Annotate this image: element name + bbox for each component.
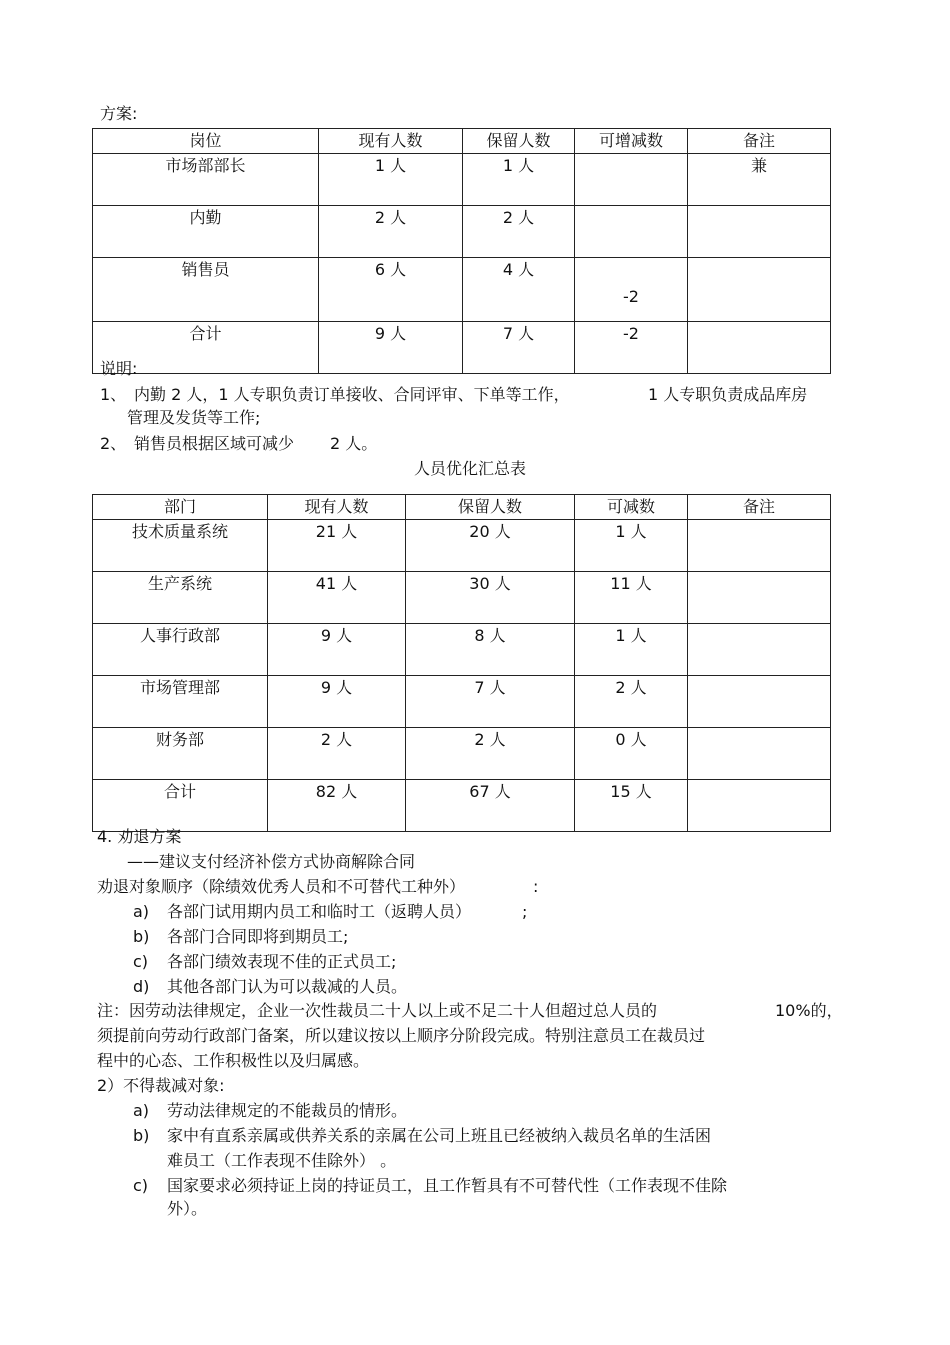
- table-row: [93, 322, 831, 374]
- table-cell: 9 人: [268, 676, 406, 728]
- plan-label: 方案:: [100, 104, 138, 123]
- summary-table: [92, 494, 831, 832]
- table-cell: [688, 780, 831, 832]
- header-cell: 可减数: [575, 495, 688, 520]
- table-row: [93, 572, 831, 624]
- table-cell: 15 人: [575, 780, 688, 832]
- table-cell: 1 人: [575, 624, 688, 676]
- table-cell: 21 人: [268, 520, 406, 572]
- order-label: 劝退对象顺序（除绩效优秀人员和不可替代工种外）: [97, 877, 466, 896]
- order-item-mark: d): [133, 977, 150, 996]
- table-cell: 财务部: [93, 728, 268, 780]
- no-cut-item-mark: a): [133, 1101, 150, 1120]
- explain-item1-line1: 内勤 2 人，1 人专职负责订单接收、合同评审、下单等工作，: [134, 385, 570, 404]
- note-line2: 须提前向劳动行政部门备案，所以建议按以上顺序分阶段完成。特别注意员工在裁员过: [97, 1026, 706, 1045]
- note-line3: 程中的心态、工作积极性以及归属感。: [97, 1051, 370, 1070]
- table-cell: -2: [575, 322, 688, 374]
- table-cell: 2 人: [319, 206, 463, 258]
- order-item-text: 其他各部门认为可以裁减的人员。: [167, 977, 408, 996]
- table-cell: 7 人: [463, 322, 575, 374]
- table-cell: 2 人: [463, 206, 575, 258]
- table-cell: -2: [575, 258, 688, 322]
- explain-item2-text-b: 2 人。: [330, 434, 378, 453]
- order-colon: :: [533, 877, 539, 896]
- table-cell: 41 人: [268, 572, 406, 624]
- explain-label: 说明:: [100, 359, 138, 378]
- no-cut-item-line2: 外）。: [167, 1199, 208, 1218]
- no-cut-item-line1: 劳动法律规定的不能裁员的情形。: [167, 1101, 408, 1120]
- header-cell: 可增减数: [575, 129, 688, 154]
- table-cell: 9 人: [319, 322, 463, 374]
- header-cell: 部门: [93, 495, 268, 520]
- table-cell: 兼: [688, 154, 831, 206]
- table-cell: 生产系统: [93, 572, 268, 624]
- table-row: [93, 154, 831, 206]
- order-item-mark: a): [133, 902, 150, 921]
- table-row: [93, 520, 831, 572]
- table-cell: 市场部部长: [93, 154, 319, 206]
- table-cell: [688, 572, 831, 624]
- table-cell: 2 人: [406, 728, 575, 780]
- table-cell: [575, 206, 688, 258]
- header-cell: 备注: [688, 495, 831, 520]
- table-cell: [688, 258, 831, 322]
- table-cell: 销售员: [93, 258, 319, 322]
- table-cell: 11 人: [575, 572, 688, 624]
- table-header-row: [93, 495, 831, 520]
- table-cell: 1 人: [575, 520, 688, 572]
- note-line1b: 10%的，: [775, 1001, 843, 1020]
- header-cell: 保留人数: [406, 495, 575, 520]
- table-cell: 20 人: [406, 520, 575, 572]
- table-cell: 0 人: [575, 728, 688, 780]
- header-cell: 现有人数: [319, 129, 463, 154]
- table-row: [93, 728, 831, 780]
- table-cell: 内勤: [93, 206, 319, 258]
- no-cut-item-mark: c): [133, 1176, 149, 1195]
- explain-item2-text: 销售员根据区域可减少: [134, 434, 295, 453]
- order-item-tail: ;: [522, 902, 528, 921]
- table-cell: [688, 624, 831, 676]
- table-header-row: [93, 129, 831, 154]
- explain-item1-line2: 管理及发货等工作;: [127, 408, 261, 427]
- note-line1: 注：因劳动法律规定，企业一次性裁员二十人以上或不足二十人但超过总人员的: [97, 1001, 658, 1020]
- table-cell: [688, 676, 831, 728]
- explain-item1-num: 1、: [100, 385, 127, 404]
- table-cell: 合计: [93, 322, 319, 374]
- table-cell: 30 人: [406, 572, 575, 624]
- table-row: [93, 258, 831, 322]
- table-cell: 合计: [93, 780, 268, 832]
- table-cell: 6 人: [319, 258, 463, 322]
- section4-heading: 4. 劝退方案: [97, 827, 182, 846]
- order-item-mark: c): [133, 952, 149, 971]
- table-cell: 67 人: [406, 780, 575, 832]
- order-item-mark: b): [133, 927, 150, 946]
- table-cell: [688, 520, 831, 572]
- order-item-text: 各部门合同即将到期员工;: [167, 927, 349, 946]
- table-cell: [688, 728, 831, 780]
- summary-table-title: 人员优化汇总表: [414, 459, 527, 478]
- table-cell: 技术质量系统: [93, 520, 268, 572]
- table-row: [93, 780, 831, 832]
- table-cell: 7 人: [406, 676, 575, 728]
- table-cell: 4 人: [463, 258, 575, 322]
- header-cell: 备注: [688, 129, 831, 154]
- order-item-text: 各部门试用期内员工和临时工（返聘人员）: [167, 902, 472, 921]
- table-cell: 1 人: [463, 154, 575, 206]
- no-cut-item-line1: 国家要求必须持证上岗的持证员工，且工作暂具有不可替代性（工作表现不佳除: [167, 1176, 728, 1195]
- table-row: [93, 206, 831, 258]
- table-cell: 2 人: [268, 728, 406, 780]
- explain-item1-line1b: 1 人专职负责成品库房: [648, 385, 808, 404]
- table-cell: 人事行政部: [93, 624, 268, 676]
- header-cell: 保留人数: [463, 129, 575, 154]
- table-cell: 市场管理部: [93, 676, 268, 728]
- header-cell: 现有人数: [268, 495, 406, 520]
- table-cell: 1 人: [319, 154, 463, 206]
- table-cell: 9 人: [268, 624, 406, 676]
- table-cell: [688, 206, 831, 258]
- table-cell: 8 人: [406, 624, 575, 676]
- explain-item2-num: 2、: [100, 434, 127, 453]
- table-row: [93, 676, 831, 728]
- table-cell: 82 人: [268, 780, 406, 832]
- no-cut-item-line2: 难员工（工作表现不佳除外） 。: [167, 1151, 397, 1170]
- position-table: [92, 128, 831, 374]
- table-cell: [688, 322, 831, 374]
- section4-subheading: ——建议支付经济补偿方式协商解除合同: [127, 852, 416, 871]
- table-cell: 2 人: [575, 676, 688, 728]
- no-cut-item-mark: b): [133, 1126, 150, 1145]
- header-cell: 岗位: [93, 129, 319, 154]
- table-row: [93, 624, 831, 676]
- no-cut-item-line1: 家中有直系亲属或供养关系的亲属在公司上班且已经被纳入裁员名单的生活困: [167, 1126, 712, 1145]
- no-cut-label: 2）不得裁减对象:: [97, 1076, 225, 1095]
- table-cell: [575, 154, 688, 206]
- order-item-text: 各部门绩效表现不佳的正式员工;: [167, 952, 397, 971]
